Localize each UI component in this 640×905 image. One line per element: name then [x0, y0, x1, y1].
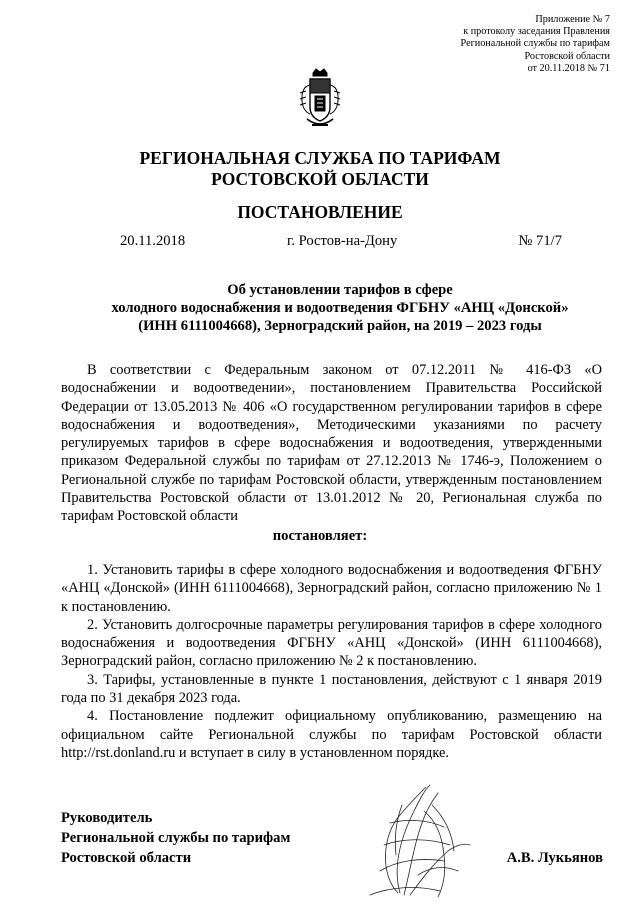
document-city: г. Ростов-на-Дону [287, 233, 398, 249]
signatory-title [61, 808, 290, 868]
document-date: 20.11.2018 [120, 233, 186, 249]
annex-line-5: от 20.11.2018 № 71 [527, 62, 610, 74]
decree-items [61, 561, 602, 762]
decree-item-3: 3. Тарифы, установленные в пункте 1 постановления, действуют с 1 января 2019 года по 31 декабря 2023 года. [61, 671, 602, 707]
decree-item-4: 4. Постановление подлежит официальному опубликованию, размещению на официальном сайте Региональной службы по тарифам Ростовской области http://rst.donland.ru и вступает в силу в установленном порядке. [61, 708, 602, 761]
subject-line-1: Об установлении тарифов в сфере [227, 282, 453, 298]
signatory-line-1: Руководитель [61, 810, 153, 826]
document-number: № 71/7 [518, 233, 562, 249]
decree-item-2: 2. Установить долгосрочные параметры регулирования тарифов в сфере холодного водоснабжения и водоотведения ФГБНУ «АНЦ «Донской» (ИНН 6111004668), Зерноградский район, согласно приложению № 2 к постановлению. [61, 616, 602, 670]
annex-line-1: Приложение № 7 [535, 14, 610, 25]
preamble-paragraph: В соответствии с Федеральным законом от 07.12.2011 № 416-ФЗ «О водоснабжении и водоотведении», постановлением Правительства Российской Федерации от 13.05.2013 № 406 «О государственном регулировании тарифов в сфере водоснабжения и водоотведения», Методическими указаниями по расчету регулируемых тарифов в сфере водоснабжения и водоотведения, утвержденными приказом Федеральной службы по тарифам от 27.12.2013 № 1746-э, Положением о Региональной службе по тарифам Ростовской области, утвержденным постановлением Правительства Ростовской области от 13.01.2012 № 20, Региональная служба по тарифам Ростовской области [61, 362, 602, 525]
annex-line-4: Ростовской области [524, 50, 610, 62]
organization-line-1: РЕГИОНАЛЬНАЯ СЛУЖБА ПО ТАРИФАМ [139, 148, 501, 168]
annex-line-3: Региональной службы по тарифам [460, 38, 610, 50]
signatory-name: А.В. Лукьянов [506, 850, 603, 866]
subject-line-2: холодного водоснабжения и водоотведения ФГБНУ «АНЦ «Донской» [111, 300, 569, 316]
organization-line-2: РОСТОВСКОЙ ОБЛАСТИ [211, 169, 429, 189]
handwritten-signature-icon [340, 775, 490, 905]
decree-word: постановляет: [272, 528, 368, 544]
signatory-line-3: Ростовской области [61, 850, 192, 866]
subject-line-3: (ИНН 6111004668), Зерноградский район, на 2019 – 2023 годы [138, 318, 542, 334]
organization-name [0, 148, 640, 190]
document-type: ПОСТАНОВЛЕНИЕ [237, 202, 403, 222]
decree-item-1: 1. Установить тарифы в сфере холодного водоснабжения и водоотведения ФГБНУ «АНЦ «Донской» (ИНН 6111004668), Зерноградский район, согласно приложению № 1 к постановлению. [61, 562, 602, 615]
annex-note [370, 14, 610, 75]
annex-line-2: к протоколу заседания Правления [463, 26, 610, 38]
signatory-line-2: Региональной службы по тарифам [61, 830, 291, 846]
coat-of-arms-icon [298, 67, 342, 133]
document-subject [60, 281, 620, 335]
